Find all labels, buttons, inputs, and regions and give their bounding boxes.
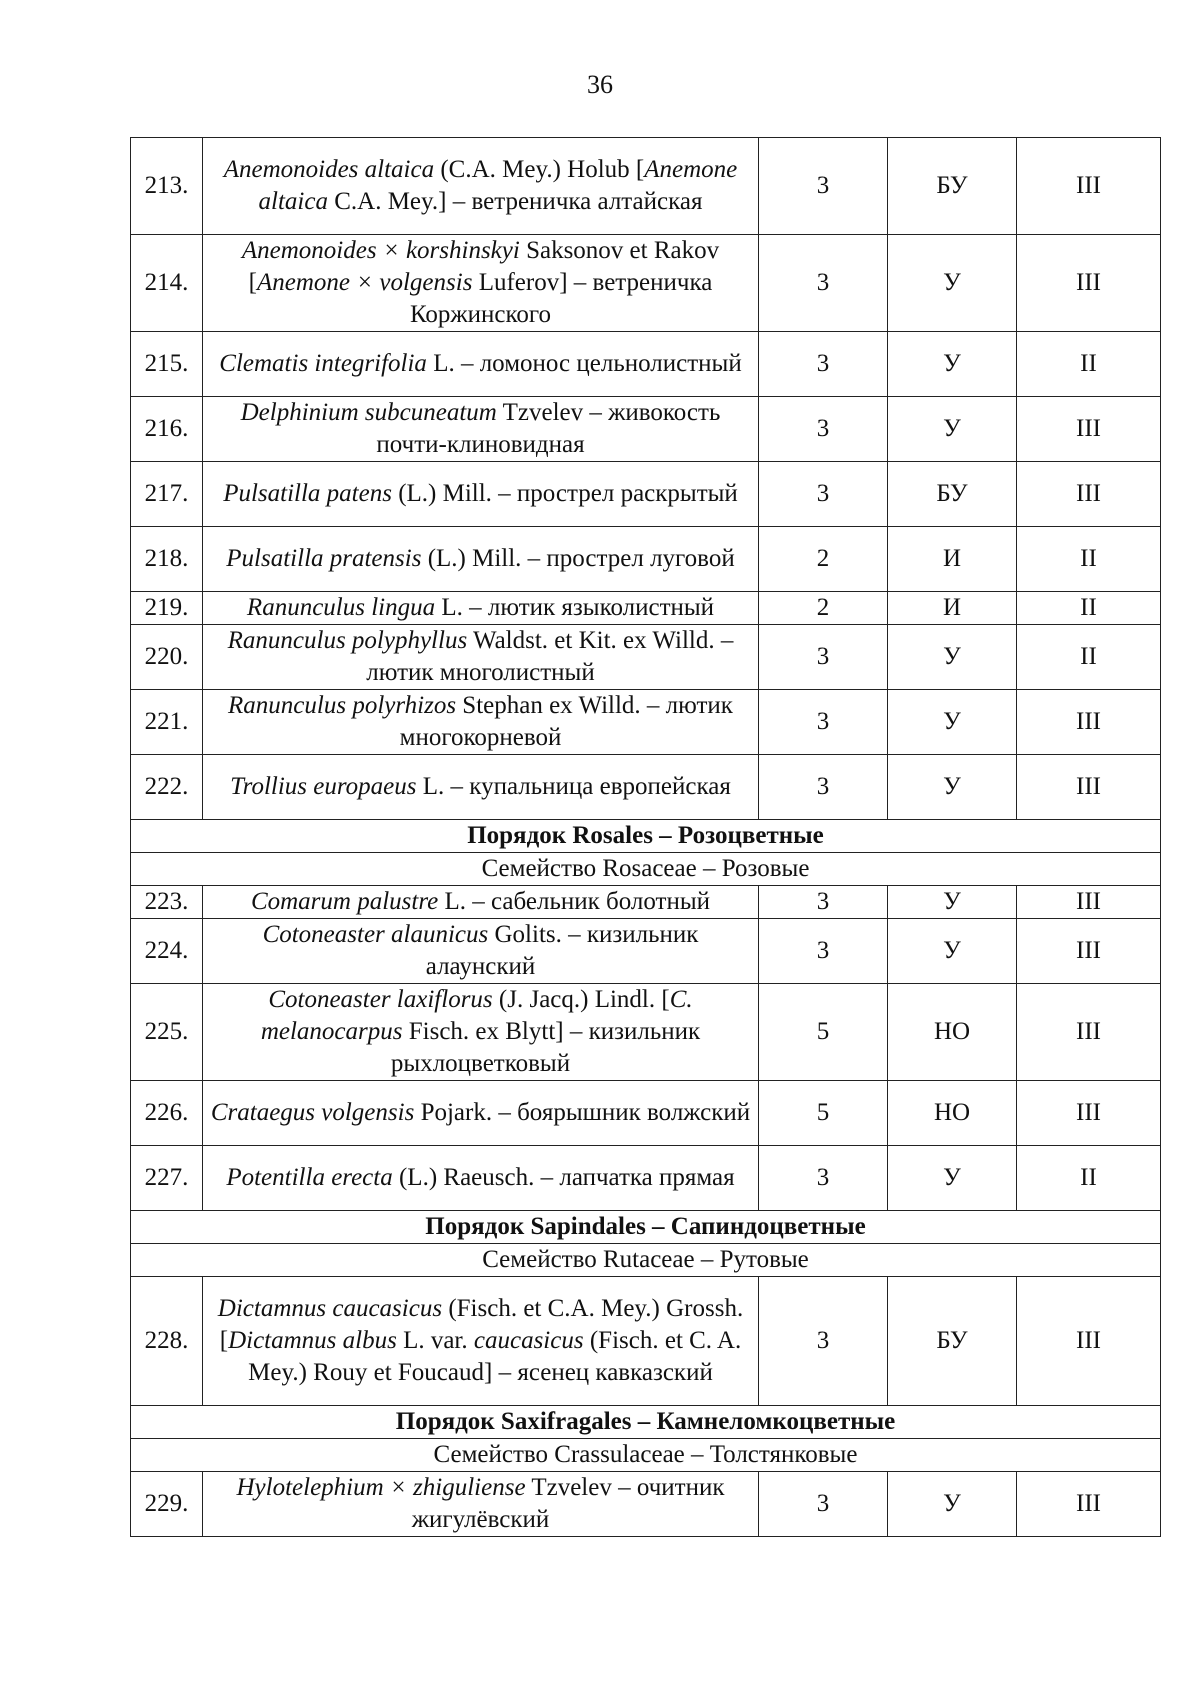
name-text-part: (L.) Mill. – прострел раскрытый	[391, 480, 738, 507]
name-text-part: (J. Jacq.) Lindl. [	[492, 986, 670, 1013]
name-text-part: (C.A. Mey.) Holub [	[434, 156, 645, 183]
row-number: 213.	[131, 138, 203, 235]
latin-name-part: Potentilla erecta	[226, 1164, 393, 1191]
latin-name-part: Anemone altaica	[258, 156, 738, 215]
name-text-part: (Fisch. et C.A. Mey.) Grossh. [	[219, 1295, 744, 1354]
table-row	[131, 1146, 1161, 1211]
name-text-part: (L.) Mill. – прострел луговой	[421, 545, 735, 572]
priority-value: III	[1017, 138, 1161, 235]
name-text-part: Pojark. – боярышник волжский	[414, 1099, 751, 1126]
category-value: 3	[759, 1146, 888, 1211]
name-text-part: Luferov] – ветреничка Коржинского	[409, 269, 713, 328]
name-text-part: C.A. Mey.] – ветреничка алтайская	[327, 188, 703, 215]
status-value: БУ	[888, 1277, 1017, 1406]
category-value: 3	[759, 625, 888, 690]
row-number: 216.	[131, 397, 203, 462]
latin-name-part: Crataegus volgensis	[210, 1099, 415, 1126]
priority-value: II	[1017, 332, 1161, 397]
category-value: 3	[759, 235, 888, 332]
table-row	[131, 886, 1161, 919]
status-value: У	[888, 1472, 1017, 1537]
status-value: И	[888, 592, 1017, 625]
name-text-part: Fisch. ex Blytt] – кизильник рыхлоцветковый	[390, 1018, 701, 1077]
name-text-part: L. – ломонос цельнолистный	[426, 350, 742, 377]
status-value: У	[888, 919, 1017, 984]
order-heading-row	[131, 820, 1161, 853]
category-value: 5	[759, 1081, 888, 1146]
species-name	[203, 1277, 759, 1406]
species-table-body	[131, 138, 1161, 1537]
table-row	[131, 332, 1161, 397]
latin-name-part: Pulsatilla patens	[223, 480, 392, 507]
species-name	[203, 886, 759, 919]
species-name	[203, 755, 759, 820]
latin-name-part: Clematis integrifolia	[219, 350, 427, 377]
name-text-part: Tzvelev – живокость почти-клиновидная	[376, 399, 721, 458]
priority-value: III	[1017, 1472, 1161, 1537]
latin-name-part: Dictamnus albus	[228, 1327, 397, 1354]
family-heading: Семейство Rutaceae – Рутовые	[131, 1244, 1161, 1277]
latin-name-part: Ranunculus lingua	[246, 594, 436, 621]
priority-value: III	[1017, 1081, 1161, 1146]
table-row	[131, 592, 1161, 625]
order-heading-row	[131, 1406, 1161, 1439]
row-number: 219.	[131, 592, 203, 625]
row-number: 229.	[131, 1472, 203, 1537]
category-value: 3	[759, 886, 888, 919]
species-name	[203, 592, 759, 625]
status-value: У	[888, 397, 1017, 462]
row-number: 226.	[131, 1081, 203, 1146]
latin-name-part: Trollius europaeus	[230, 773, 417, 800]
page-number: 36	[587, 70, 613, 99]
latin-name-part: Pulsatilla pratensis	[226, 545, 422, 572]
status-value: У	[888, 886, 1017, 919]
latin-name-part: Dictamnus caucasicus	[217, 1295, 443, 1322]
family-heading: Семейство Rosaceae – Розовые	[131, 853, 1161, 886]
species-name	[203, 138, 759, 235]
name-text-part: L. – сабельник болотный	[438, 888, 711, 915]
priority-value: III	[1017, 690, 1161, 755]
latin-name-part: Cotoneaster laxiflorus	[268, 986, 493, 1013]
category-value: 5	[759, 984, 888, 1081]
species-name	[203, 1472, 759, 1537]
priority-value: II	[1017, 592, 1161, 625]
table-row	[131, 397, 1161, 462]
latin-name-part: Comarum palustre	[250, 888, 439, 915]
priority-value: III	[1017, 1277, 1161, 1406]
table-row	[131, 138, 1161, 235]
name-text-part: L. var.	[396, 1327, 474, 1354]
row-number: 218.	[131, 527, 203, 592]
order-heading: Порядок Saxifragales – Камнеломкоцветные	[131, 1406, 1161, 1439]
name-text-part: L. – лютик языколистный	[435, 594, 715, 621]
status-value: У	[888, 1146, 1017, 1211]
priority-value: III	[1017, 919, 1161, 984]
name-text-part: Golits. – кизильник алаунский	[425, 921, 699, 980]
category-value: 2	[759, 592, 888, 625]
table-row	[131, 625, 1161, 690]
table-row	[131, 1081, 1161, 1146]
table-row	[131, 984, 1161, 1081]
latin-name-part: Hylotelephium × zhiguliense	[236, 1474, 526, 1501]
status-value: У	[888, 332, 1017, 397]
species-name	[203, 984, 759, 1081]
species-name	[203, 332, 759, 397]
priority-value: III	[1017, 886, 1161, 919]
row-number: 215.	[131, 332, 203, 397]
name-text-part: Stephan ex Willd. – лютик многокорневой	[399, 692, 733, 751]
order-heading-row	[131, 1211, 1161, 1244]
latin-name-part: Ranunculus polyrhizos	[228, 692, 457, 719]
name-text-part: (Fisch. et C. A. Mey.) Rouy et Foucaud] – ясенец кавказский	[248, 1327, 742, 1386]
family-heading-row	[131, 853, 1161, 886]
latin-name-part: Delphinium subcuneatum	[240, 399, 497, 426]
latin-name-part: C. melanocarpus	[260, 986, 693, 1045]
family-heading-row	[131, 1244, 1161, 1277]
species-name	[203, 1081, 759, 1146]
row-number: 228.	[131, 1277, 203, 1406]
name-text-part: Saksonov et Rakov [	[248, 237, 720, 296]
row-number: 222.	[131, 755, 203, 820]
category-value: 3	[759, 690, 888, 755]
latin-name-part: Cotoneaster alaunicus	[262, 921, 489, 948]
category-value: 3	[759, 1277, 888, 1406]
priority-value: III	[1017, 235, 1161, 332]
category-value: 3	[759, 332, 888, 397]
category-value: 3	[759, 397, 888, 462]
priority-value: III	[1017, 755, 1161, 820]
status-value: И	[888, 527, 1017, 592]
table-row	[131, 755, 1161, 820]
row-number: 214.	[131, 235, 203, 332]
row-number: 224.	[131, 919, 203, 984]
name-text-part: Waldst. et Kit. ex Willd. – лютик многолистный	[366, 627, 734, 686]
category-value: 3	[759, 462, 888, 527]
category-value: 3	[759, 138, 888, 235]
species-table	[130, 137, 1161, 1537]
status-value: НО	[888, 1081, 1017, 1146]
table-row	[131, 462, 1161, 527]
name-text-part: L. – купальница европейская	[416, 773, 731, 800]
table-row	[131, 235, 1161, 332]
status-value: У	[888, 755, 1017, 820]
row-number: 227.	[131, 1146, 203, 1211]
priority-value: III	[1017, 397, 1161, 462]
table-row	[131, 919, 1161, 984]
category-value: 2	[759, 527, 888, 592]
row-number: 221.	[131, 690, 203, 755]
latin-name-part: Anemonoides altaica	[223, 156, 435, 183]
name-text-part: (L.) Raeusch. – лапчатка прямая	[392, 1164, 735, 1191]
status-value: БУ	[888, 138, 1017, 235]
category-value: 3	[759, 755, 888, 820]
latin-name-part: Ranunculus polyphyllus	[227, 627, 468, 654]
table-row	[131, 527, 1161, 592]
species-name	[203, 1146, 759, 1211]
species-name	[203, 235, 759, 332]
species-name	[203, 919, 759, 984]
latin-name-part: Anemone × volgensis	[257, 269, 473, 296]
category-value: 3	[759, 1472, 888, 1537]
table-row	[131, 1472, 1161, 1537]
species-name	[203, 462, 759, 527]
table-row	[131, 690, 1161, 755]
latin-name-part: Anemonoides × korshinskyi	[241, 237, 520, 264]
order-heading: Порядок Rosales – Розоцветные	[131, 820, 1161, 853]
status-value: БУ	[888, 462, 1017, 527]
category-value: 3	[759, 919, 888, 984]
priority-value: II	[1017, 625, 1161, 690]
row-number: 223.	[131, 886, 203, 919]
priority-value: II	[1017, 527, 1161, 592]
name-text-part: Tzvelev – очитник жигулёвский	[411, 1474, 725, 1533]
status-value: НО	[888, 984, 1017, 1081]
species-name	[203, 527, 759, 592]
row-number: 217.	[131, 462, 203, 527]
species-name	[203, 690, 759, 755]
family-heading: Семейство Crassulaceae – Толстянковые	[131, 1439, 1161, 1472]
status-value: У	[888, 625, 1017, 690]
order-heading: Порядок Sapindales – Сапиндоцветные	[131, 1211, 1161, 1244]
table-row	[131, 1277, 1161, 1406]
species-name	[203, 397, 759, 462]
latin-name-part: caucasicus	[473, 1327, 584, 1354]
priority-value: III	[1017, 984, 1161, 1081]
row-number: 220.	[131, 625, 203, 690]
species-name	[203, 625, 759, 690]
row-number: 225.	[131, 984, 203, 1081]
family-heading-row	[131, 1439, 1161, 1472]
status-value: У	[888, 690, 1017, 755]
status-value: У	[888, 235, 1017, 332]
priority-value: II	[1017, 1146, 1161, 1211]
priority-value: III	[1017, 462, 1161, 527]
